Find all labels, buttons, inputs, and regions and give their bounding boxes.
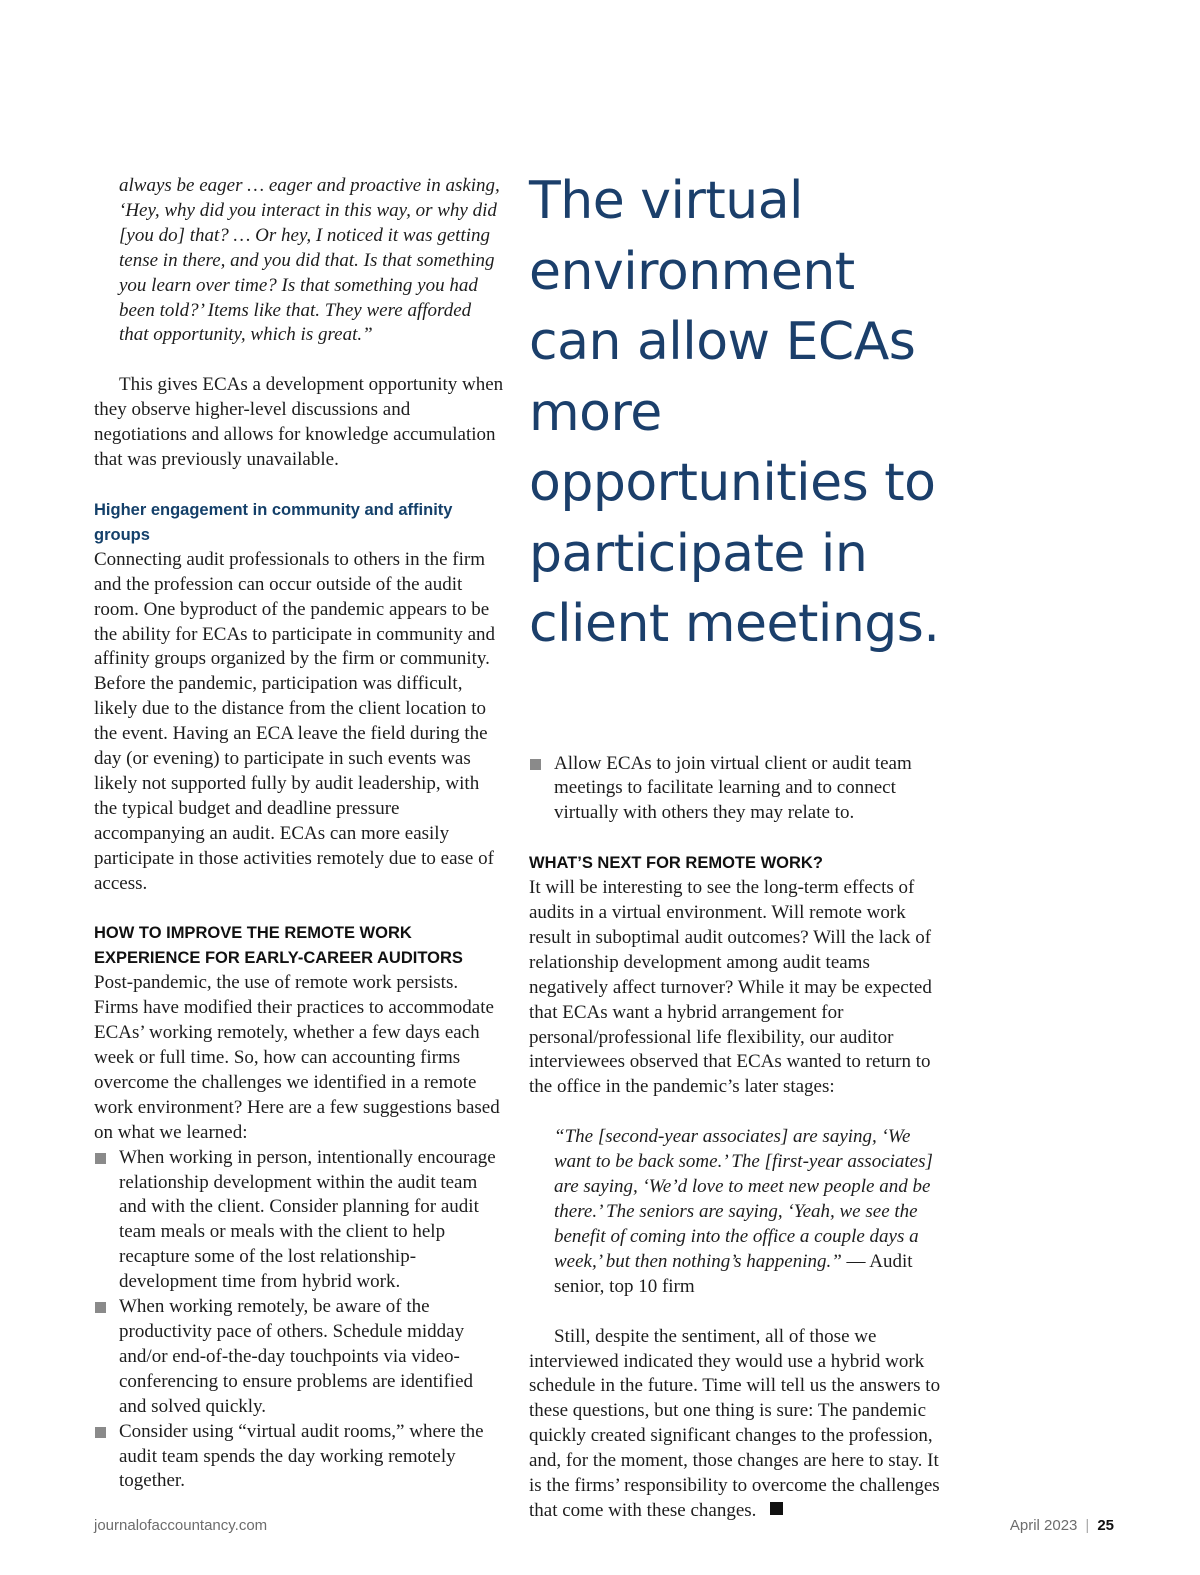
list-item: When working in person, intentionally encourage relationship development within the audit team and with the client. Consider planning for audit team meals or meals with the client to help recapture some of the lost relationship-development time from hybrid work.	[94, 1146, 504, 1295]
interview-quote	[529, 1125, 949, 1299]
square-bullet-icon	[530, 759, 541, 770]
paragraph-engagement: Connecting audit professionals to others in the firm and the profession can occur outside of the audit room. One byproduct of the pandemic appears to be the ability for ECAs to participate in community and affinity groups organized by the firm or community. Before the pandemic, participation was difficult, likely due to the distance from the client location to the event. Having an ECA leave the field during the day (or evening) to participate in such events was likely not supported fully by audit leadership, with the typical budget and deadline pressure accompanying an audit. ECAs can more easily participate in those activities remotely due to ease of access.	[94, 548, 496, 894]
list-item: Allow ECAs to join virtual client or audit team meetings to facilitate learning and to connect virtually with others they may relate to.	[529, 752, 949, 827]
square-bullet-icon	[95, 1302, 106, 1313]
section-heading-improve: HOW TO IMPROVE THE REMOTE WORK EXPERIENCE FOR EARLY-CAREER AUDITORS	[94, 924, 463, 968]
footer-website: journalofaccountancy.com	[94, 1517, 268, 1534]
list-item: When working remotely, be aware of the productivity pace of others. Schedule midday and/or end-of-the-day touchpoints via videoconferencing to ensure problems are identified and solved quickly.	[94, 1295, 504, 1420]
subhead-engagement: Higher engagement in community and affinity groups	[94, 500, 453, 544]
suggestion-list-continued	[529, 752, 949, 827]
quote-attribution: — Audit senior, top 10 firm	[554, 1250, 913, 1297]
separator: |	[1085, 1517, 1090, 1534]
suggestion-list	[94, 1146, 504, 1495]
footer-page-info	[1010, 1517, 1114, 1534]
square-bullet-icon	[95, 1153, 106, 1164]
section-heading-next: WHAT’S NEXT FOR REMOTE WORK?	[529, 854, 823, 873]
paragraph-closing: Still, despite the sentiment, all of those we interviewed indicated they would use a hybrid work schedule in the future. Time will tell us the answers to these questions, but one thing is sure: The pandemic quickly created significant changes to the profession, and, for the moment, those changes are here to stay. It is the firms’ responsibility to overcome the challenges that come with these changes.	[529, 1325, 941, 1521]
page-number: 25	[1097, 1517, 1114, 1534]
end-of-article-icon	[770, 1502, 783, 1515]
quote-continuation: always be eager … eager and proactive in asking, ‘Hey, why did you interact in this way, or why did [you do] that? … Or hey, I noticed it was getting tense in there, and you did that. Is that something you learn over time? Is that something you had been told?’ Items like that. They were afforded that opportunity, which is great.”	[119, 175, 500, 346]
list-item: Consider using “virtual audit rooms,” where the audit team spends the day working remotely together.	[94, 1420, 504, 1495]
paragraph-next: It will be interesting to see the long-term effects of audits in a virtual environment. Will remote work result in suboptimal audit outcomes? Will the lack of relationship development among audit teams negatively affect turnover? While it may be expected that ECAs want a hybrid arrangement for personal/professional life flexibility, our auditor interviewees observed that ECAs wanted to return to the office in the pandemic’s later stages:	[529, 877, 932, 1098]
issue-date: April 2023	[1009, 1517, 1078, 1534]
quote-text: “The [second-year associates] are saying, ‘We want to be back some.’ The [first-year associates] are saying, ‘We’d love to meet new people and be there.’ The seniors are saying, ‘Yeah, we see the benefit of coming into the office a couple days a week,’ but then nothing’s happening.”	[554, 1126, 933, 1272]
pull-quote: The virtual environment can allow ECAs more opportunities to participate in client meetings.	[529, 171, 940, 654]
paragraph-improve: Post-pandemic, the use of remote work persists. Firms have modified their practices to accommodate ECAs’ working remotely, whether a few days each week or full time. So, how can accounting firms overcome the challenges we identified in a remote work environment? Here are a few suggestions based on what we learned:	[94, 972, 500, 1143]
left-column	[94, 174, 504, 1494]
square-bullet-icon	[95, 1427, 106, 1438]
right-column	[529, 166, 949, 1524]
paragraph-development: This gives ECAs a development opportunity when they observe higher-level discussions and negotiations and allows for knowledge accumulation that was previously unavailable.	[94, 374, 504, 471]
